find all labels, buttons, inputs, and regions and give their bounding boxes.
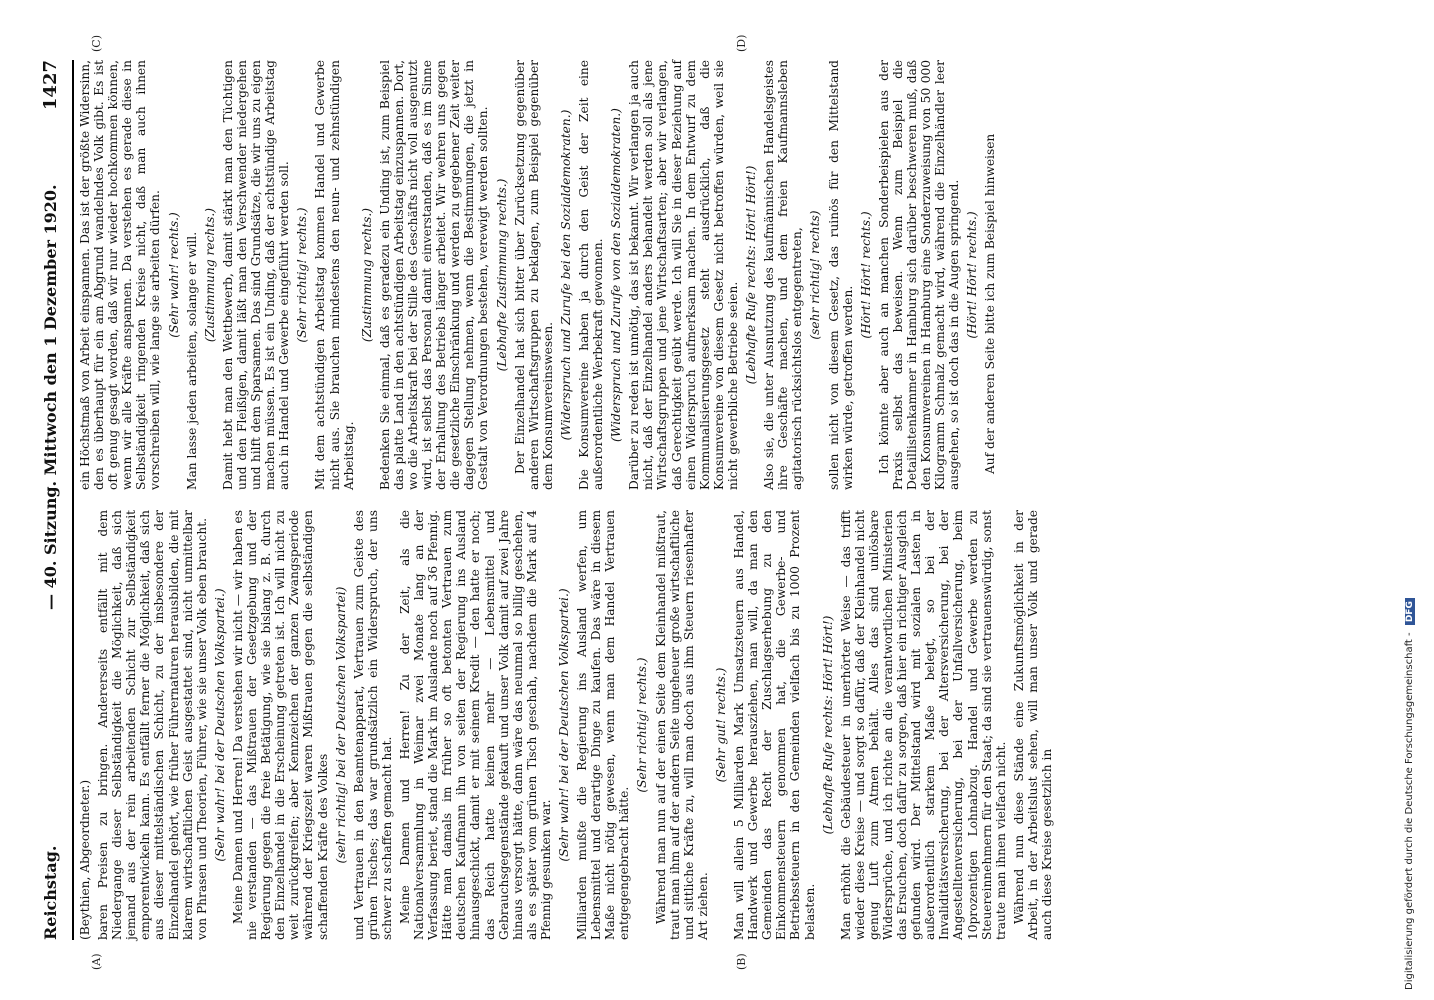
interjection: (Lebhafte Zustimmung rechts.) bbox=[494, 178, 509, 372]
paragraph: Man will allein 5 Milliarden Mark Umsatzsteuern aus Handel, Handwerk und Gewerbe herausziehen, man will, da man den Gemeinden das Recht der Zuschlagserhebung zu den Einkommensteuern genommen hat, die Gewerbe- und Betriebssteuern in den Gemeinden vielfach bis zu 1000 Prozent belasten. bbox=[732, 510, 817, 940]
paragraph: Also sie, die unter Ausnutzung des kaufmännischen Handelsgeistes ihre Geschäfte machen, und dem freien Kaufmannsleben agitatorisch rücksichtslos entgegentreten, bbox=[762, 60, 805, 490]
interjection: (Sehr richtig! rechts.) bbox=[295, 207, 310, 343]
paragraph: Bedenken Sie einmal, daß es geradezu ein Unding ist, zum Beispiel das platte Land in den achtstündigen Arbeitstag einzuspannen. Dort, wo die Arbeitskraft bei der Stille des Geschäfts nicht voll ausgenutzt wird, ist selbst das Personal damit einverstanden, daß es im Sinne der Erhaltung des Betriebs länger arbeitet. Wir wehren uns gegen die gesetzliche Einschränkung und werden zu gegebener Zeit weiter dagegen Stellung nehmen, wenn die Bestimmungen, die jetzt in Gestalt von Verordnungen bestehen, verewigt werden sollten. bbox=[377, 60, 491, 490]
paragraph: Ich könnte aber auch an manchen Sonderbeispielen aus der Praxis selbst das beweisen. Wenn zum Beispiel die Detaillistenkammer in Hamburg sich darüber beschweren muß, daß den Konsumvereinen in Hamburg eine Sonderzuweisung von 50 000 Kilogramm Schmalz gemacht wird, während die Einzelhändler leer ausgehen, so ist doch das in die Augen springend. bbox=[876, 60, 962, 490]
dfg-logo-icon: DFG bbox=[1405, 598, 1415, 625]
interjection: (Zustimmung rechts.) bbox=[359, 207, 374, 343]
interjection: (Sehr wahr! rechts.) bbox=[166, 212, 181, 338]
paragraph: Man erhöht die Gebäudesteuer in unerhörter Weise — das trifft wieder diese Kreise — und sorgt so dafür, daß der Kleinhandel nicht genug Luft zum Atmen behält. Alles das sind unlösbare Widersprüche, und ich richte an die verantwortlichen Ministerien das Ersuchen, doch dafür zu sorgen, daß hier ein richtiger Ausgleich gefunden wird. Der Mittelstand wird mit sozialen Lasten in außerordentlich starkem Maße belegt, so bei der Invaliditätsversicherung, bei der Altersversicherung, bei der Angestelltenversicherung, bei der Unfallversicherung, beim 10prozentigen Lohnabzug. Handel und Gewerbe werden zu Steuereinnehmern für den Staat; da sind sie vertrauenswürdig, sonst traute man ihnen vielfach nicht. bbox=[838, 510, 1008, 940]
digitization-credit bbox=[1404, 10, 1430, 990]
paragraph: Die Konsumvereine haben ja durch den Geist der Zeit eine außerordentliche Werbekraft gewonnen. bbox=[577, 60, 606, 490]
header-rule bbox=[72, 60, 74, 940]
paragraph: ein Höchstmaß von Arbeit einspannen. Das ist der größte Widersinn, den es überhaupt für ein am Abgrund wandelndes Volk gibt. Es ist oft genug gesagt worden, daß wir nur wieder hochkommen können, wenn wir alle Kräfte anspannen. Da verstehen es gerade diese in Selbständigkeit ringenden Kreise nicht, daß man auch ihnen vorschreiben will, wie lange sie arbeiten dürfen. bbox=[78, 60, 163, 490]
interjection: (Hört! Hört! rechts.) bbox=[965, 211, 980, 339]
paragraph: Meine Damen und Herren! Zu der Zeit, als die Nationalversammlung in Weimar zwei Monate lang an der Verfassung beriet, stand die Mark im Auslande noch auf 36 Pfennig. Hätte man damals im früher so oft betonten Vertrauen zum deutschen Kaufmann ihn von seiten der Regierung ins Ausland hinausgeschickt, damit er mit seinem Kredit — den hatte er noch; das Reich hatte keinen mehr — Lebensmittel und Gebrauchsgegenstände gekauft und unser Volk damit auf zwei Jahre hinaus versorgt hätte, dann wäre das neunmal so billig geschehen, als es später vom grünen Tisch geschah, nachdem die Mark auf 4 Pfennig gesunken war. bbox=[397, 510, 553, 940]
header-center: — 40. Sitzung. Mittwoch den 1 Dezember 1920. bbox=[40, 184, 60, 610]
paragraph: Darüber zu reden ist unnötig, das ist bekannt. Wir verlangen ja auch nicht, daß der Einzelhandel anders behandelt werden soll als jene Wirtschaftsgruppen und jene Wirtschaftsarten; aber wir verlangen, daß Gerechtigkeit geübt werde. Ich will Sie in dieser Beziehung auf einen Widerspruch aufmerksam machen. In dem Entwurf zu dem Kommunalisierungsgesetz steht ausdrücklich, daß die Konsumvereine von diesem Gesetz nicht betroffen würden, weil sie nicht gewerbliche Betriebe seien. bbox=[627, 60, 740, 490]
paragraph: Während nun diese Stände eine Zukunftsmöglichkeit in der Arbeit, in der Arbeitslust sehen, will man unser Volk und gerade auch diese Kreise gesetzlich in bbox=[1011, 510, 1054, 940]
interjection: (Widerspruch und Zurufe von den Sozialdemokraten.) bbox=[609, 108, 624, 442]
paragraph: Damit hebt man den Wettbewerb, damit stärkt man den Tüchtigen und den Fleißigen, damit läßt man den Verschwender niedergehen und hilft dem Sparsamen. Das sind Grundsätze, die wir uns zu eigen machen müssen. Es ist ein Unding, daß der achtstündige Arbeitstag auch in Handel und Gewerbe eingeführt werden soll. bbox=[220, 60, 292, 490]
left-text-column bbox=[78, 510, 1378, 940]
paragraph: Man lasse jeden arbeiten, solange er will. bbox=[184, 231, 199, 490]
interjection: (Sehr wahr! bei der Deutschen Volkspartei.) bbox=[212, 588, 227, 862]
margin-mark-b: (B) bbox=[735, 953, 748, 970]
page-number: 1427 bbox=[39, 60, 61, 111]
paragraph: und Vertrauen in den Beamtenapparat, Vertrauen zum Geiste des grünen Tisches; das war grundsätzlich ein Widerspruch, der uns schwer zu schaffen gemacht hat. bbox=[351, 510, 394, 940]
margin-mark-c: (C) bbox=[90, 35, 103, 52]
credit-text: Digitalisierung gefördert durch die Deutsche Forschungsgemeinschaft - bbox=[1404, 632, 1415, 990]
paragraph: Der Einzelhandel hat sich bitter über Zurücksetzung gegenüber anderen Wirtschaftsgruppen zu beklagen, zum Beispiel gegenüber dem Konsumvereinswesen. bbox=[512, 60, 555, 490]
page-header bbox=[30, 60, 70, 940]
interjection: (Lebhafte Rufe rechts: Hört! Hört!) bbox=[820, 615, 835, 835]
interjection: (Hört! Hört! rechts.) bbox=[858, 211, 873, 339]
paragraph: Meine Damen und Herren! Da verstehen wir nicht — wir haben es nie verstanden — das Mißtrauen der Gesetzgebung und der Regierung gegen die freie Betätigung, wie sie bislang z. B. durch den Einzelhandel in die Erscheinung getreten ist. Ich will nicht zu weit zurückgreifen; aber Kennzeichen der ganzen Zwangsperiode während der Kriegszeit waren Mißtrauen gegen die selbständigen schaffenden Kräfte des Volkes bbox=[230, 510, 330, 940]
margin-mark-d: (D) bbox=[735, 34, 748, 52]
header-left: Reichstag. bbox=[40, 845, 60, 940]
interjection: (Lebhafte Rufe rechts: Hört! Hört!) bbox=[744, 165, 759, 385]
paragraph: Während man nun auf der einen Seite dem Kleinhandel mißtraut, traut man ihm auf der andern Seite ungeheuer große wirtschaftliche und sittliche Kräfte zu, will man doch aus ihm Steuern riesenhafter Art ziehen. bbox=[653, 510, 710, 940]
interjection: (sehr richtig! rechts) bbox=[808, 210, 823, 340]
paragraph: Mit dem achtstündigen Arbeitstag kommen Handel und Gewerbe nicht aus. Sie brauchen mindestens den neun- und zehnstündigen Arbeitstag. bbox=[313, 60, 356, 490]
paragraph: Auf der anderen Seite bitte ich zum Beispiel hinweisen bbox=[983, 133, 998, 474]
paragraph: (Beythien, Abgeordneter.) bbox=[78, 779, 92, 940]
interjection: (Zustimmung rechts.) bbox=[202, 207, 217, 343]
margin-mark-a: (A) bbox=[90, 953, 103, 970]
paragraph: baren Preisen zu bringen. Andererseits entfällt mit dem Niedergange dieser Selbständigkeit die Möglichkeit, daß sich jemand aus der rein arbeitenden Schicht zur Selbständigkeit emporentwickeln kann. Es entfällt ferner die Möglichkeit, daß sich aus dieser mittelständischen Schicht, zu der insbesondere der Einzelhandel gehört, wie früher Führernaturen herausbilden, die mit klarem wirtschaftlichen Geist ausgestattet sind, nicht unmittelbar von Phrasen und Theorien, Führer, wie sie unser Volk eben braucht. bbox=[96, 510, 209, 940]
right-text-column bbox=[78, 60, 1378, 490]
interjection: (sehr richtig! bei der Deutschen Volkspartei) bbox=[333, 586, 348, 864]
interjection: (Sehr wahr! bei der Deutschen Volkspartei.) bbox=[557, 588, 571, 862]
interjection: (Widerspruch und Zurufe bei den Sozialdemokraten.) bbox=[558, 109, 573, 441]
interjection: (Sehr gut! rechts.) bbox=[713, 667, 728, 783]
paragraph: Milliarden mußte die Regierung ins Ausland werfen, um Lebensmittel und derartige Dinge zu kaufen. Das wäre in diesem Maße nicht nötig gewesen, wenn man dem Handel Vertrauen entgegengebracht hätte. bbox=[575, 510, 632, 940]
interjection: (Sehr richtig! rechts.) bbox=[635, 657, 650, 793]
paragraph: sollen nicht von diesem Gesetz, das ruinös für den Mittelstand wirken würde, getroffen werden. bbox=[826, 60, 855, 490]
